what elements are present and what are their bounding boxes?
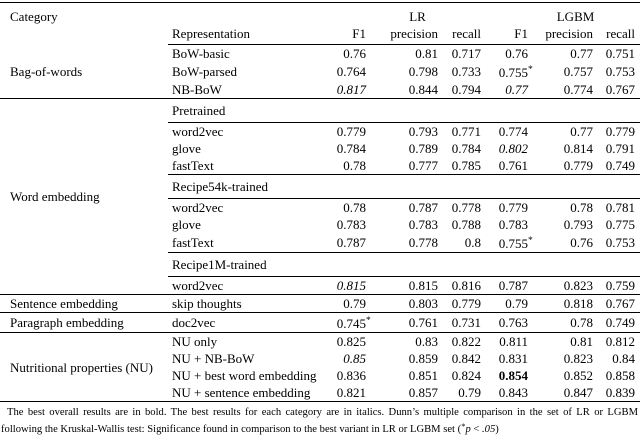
metric-cell: 0.778 xyxy=(408,235,438,250)
metric-cell: 0.76 xyxy=(505,46,528,61)
metric-cell: 0.751 xyxy=(605,46,636,61)
metric-cell: 0.779 xyxy=(563,158,593,173)
metric-cell: 0.816 xyxy=(451,278,481,293)
subsection-header-pretrained: Pretrained xyxy=(168,99,640,123)
representation-cell: NB-BoW xyxy=(172,82,222,97)
metric-cell: 0.763 xyxy=(483,313,530,333)
metric-cell: 0.81 xyxy=(415,46,438,61)
metric-cell: 0.818 xyxy=(530,295,595,313)
table-row xyxy=(0,295,640,313)
metric-cell: 0.831 xyxy=(498,351,528,366)
representation-cell: word2vec xyxy=(172,200,224,215)
table-row xyxy=(0,45,640,63)
metric-cell: 0.851 xyxy=(408,368,438,383)
category-cell-paragraph-embedding: Paragraph embedding xyxy=(0,313,168,333)
metric-cell-best-in-category: 0.802 xyxy=(498,141,528,156)
metric-cell: 0.717 xyxy=(451,46,481,61)
metric-cell: 0.77 xyxy=(570,46,593,61)
metric-cell: 0.815 xyxy=(408,278,438,293)
footnote-p-symbol: p xyxy=(465,423,471,435)
metric-cell: 0.79 xyxy=(458,385,481,400)
category-cell-sentence-embedding: Sentence embedding xyxy=(0,295,168,313)
metric-cell: 0.852 xyxy=(563,368,593,383)
metric-cell: 0.793 xyxy=(408,124,438,139)
metric-cell: 0.76 xyxy=(570,235,593,250)
representation-cell: NU + best word embedding xyxy=(172,368,317,383)
footnote-close-paren: ) xyxy=(495,423,499,435)
metric-cell: 0.78 xyxy=(570,200,593,215)
metric-cell: 0.789 xyxy=(408,141,438,156)
metric-cell: 0.749 xyxy=(605,158,636,173)
metric-cell: 0.78 xyxy=(530,313,595,333)
metric-cell: 0.844 xyxy=(408,82,438,97)
metric-cell: 0.76 xyxy=(343,46,366,61)
metric-cell: 0.842 xyxy=(451,351,481,366)
representation-cell: doc2vec xyxy=(168,313,330,333)
metric-cell: 0.774 xyxy=(563,82,593,97)
metric-cell: 0.78 xyxy=(343,158,366,173)
metric-cell: 0.767 xyxy=(605,82,636,97)
metric-cell: 0.812 xyxy=(595,333,640,351)
category-column-header: Category xyxy=(10,9,58,24)
metric-cell: 0.843 xyxy=(498,385,528,400)
metric-cell: 0.731 xyxy=(440,313,483,333)
metric-cell: 0.783 xyxy=(336,217,366,232)
metric-cell: 0.775 xyxy=(605,217,636,232)
results-table xyxy=(0,2,640,402)
lr-precision-header: precision xyxy=(368,25,440,45)
metric-cell: 0.787 xyxy=(408,200,438,215)
metric-cell: 0.755* xyxy=(498,236,533,251)
metric-cell: 0.839 xyxy=(605,385,636,400)
representation-cell: BoW-basic xyxy=(172,46,230,61)
metric-cell: 0.784 xyxy=(451,141,481,156)
metric-cell: 0.779 xyxy=(440,295,483,313)
lr-recall-header: recall xyxy=(440,25,483,45)
metric-cell: 0.823 xyxy=(563,351,593,366)
metric-cell: 0.784 xyxy=(336,141,366,156)
representation-cell: NU only xyxy=(168,333,330,351)
lr-group-header: LR xyxy=(409,9,426,24)
footnote-text: The best overall results are in bold. The best results for each category are in italics. Dunn’s multiple comparison in the set of LR or LGBM following the Kruskal-Wallis test: Significance found in comparison to the best variant in LR or LGBM set ( xyxy=(1,407,638,435)
metric-cell: 0.771 xyxy=(451,124,481,139)
representation-column-header: Representation xyxy=(168,25,330,45)
metric-cell: 0.753 xyxy=(605,235,636,250)
metric-cell: 0.824 xyxy=(451,368,481,383)
metric-cell-best-in-category: 0.817 xyxy=(336,82,366,97)
metric-cell: 0.777 xyxy=(408,158,438,173)
metric-cell: 0.79 xyxy=(330,295,368,313)
lgbm-group-header: LGBM xyxy=(556,9,595,24)
metric-cell: 0.859 xyxy=(408,351,438,366)
metric-cell: 0.84 xyxy=(612,351,636,366)
metric-cell: 0.821 xyxy=(336,385,366,400)
representation-cell: NU + NB-BoW xyxy=(172,351,255,366)
header-empty-cell xyxy=(168,3,330,26)
category-cell-bag-of-words: Bag-of-words xyxy=(10,63,83,79)
metric-cell: 0.774 xyxy=(498,124,528,139)
footnote-asterisk: * xyxy=(461,420,466,431)
footnote-lt: < xyxy=(470,423,483,435)
header-row-groups xyxy=(0,3,640,26)
metric-cell: 0.779 xyxy=(498,200,528,215)
metric-cell: 0.793 xyxy=(563,217,593,232)
metric-cell: 0.836 xyxy=(336,368,366,383)
metric-cell: 0.791 xyxy=(605,141,636,156)
representation-cell: BoW-parsed xyxy=(172,64,237,79)
metric-cell: 0.759 xyxy=(605,278,636,293)
metric-cell: 0.81 xyxy=(530,333,595,351)
metric-cell: 0.858 xyxy=(605,368,636,383)
metric-cell: 0.8 xyxy=(464,235,481,250)
metric-cell: 0.764 xyxy=(336,64,366,79)
metric-cell-best-in-category: 0.77 xyxy=(505,82,528,97)
metric-cell: 0.823 xyxy=(563,278,593,293)
representation-cell: NU + sentence embedding xyxy=(172,385,311,400)
metric-cell: 0.733 xyxy=(451,64,481,79)
representation-cell: glove xyxy=(172,217,201,232)
metric-cell-best-overall: 0.854 xyxy=(498,368,528,383)
lgbm-precision-header: precision xyxy=(530,25,595,45)
representation-cell: word2vec xyxy=(172,278,224,293)
lgbm-f1-header: F1 xyxy=(483,25,530,45)
metric-cell: 0.811 xyxy=(483,333,530,351)
representation-cell: skip thoughts xyxy=(168,295,330,313)
footnote-alpha: .05 xyxy=(482,423,496,435)
metric-cell: 0.847 xyxy=(563,385,593,400)
metric-value: 0.755 xyxy=(498,236,528,251)
category-cell-word-embedding: Word embedding xyxy=(0,99,168,295)
metric-cell: 0.778 xyxy=(451,200,481,215)
metric-cell-best-in-category: 0.85 xyxy=(343,351,366,366)
subsection-row xyxy=(0,99,640,123)
metric-cell: 0.803 xyxy=(368,295,440,313)
metric-cell: 0.78 xyxy=(343,200,366,215)
metric-cell: 0.787 xyxy=(336,235,366,250)
metric-cell: 0.779 xyxy=(336,124,366,139)
metric-cell: 0.779 xyxy=(605,124,636,139)
metric-cell-best-in-category: 0.815 xyxy=(336,278,366,293)
representation-cell: word2vec xyxy=(172,124,224,139)
metric-cell: 0.83 xyxy=(368,333,440,351)
table-footnote xyxy=(0,406,640,436)
lr-f1-header: F1 xyxy=(330,25,368,45)
metric-cell: 0.783 xyxy=(408,217,438,232)
metric-cell: 0.753 xyxy=(605,64,636,79)
metric-cell: 0.825 xyxy=(330,333,368,351)
metric-cell: 0.761 xyxy=(498,158,528,173)
metric-cell: 0.749 xyxy=(595,313,640,333)
metric-value: 0.755 xyxy=(498,65,528,80)
subsection-header-recipe54k: Recipe54k-trained xyxy=(168,175,640,199)
category-cell-nutritional-properties: Nutritional properties (NU) xyxy=(0,333,168,402)
metric-cell: 0.814 xyxy=(563,141,593,156)
metric-cell: 0.79 xyxy=(483,295,530,313)
table-row xyxy=(0,313,640,333)
representation-cell: glove xyxy=(172,141,201,156)
metric-cell: 0.857 xyxy=(408,385,438,400)
metric-cell: 0.757 xyxy=(563,64,593,79)
metric-cell: 0.745* xyxy=(330,313,368,333)
subsection-header-recipe1m: Recipe1M-trained xyxy=(168,253,640,277)
metric-cell: 0.788 xyxy=(451,217,481,232)
metric-value: 0.745 xyxy=(336,316,366,331)
representation-cell: fastText xyxy=(172,235,214,250)
metric-cell: 0.787 xyxy=(498,278,528,293)
metric-cell: 0.755* xyxy=(498,65,533,80)
metric-cell: 0.77 xyxy=(570,124,593,139)
metric-cell: 0.781 xyxy=(605,200,636,215)
metric-cell: 0.822 xyxy=(440,333,483,351)
metric-cell: 0.767 xyxy=(595,295,640,313)
metric-cell: 0.785 xyxy=(451,158,481,173)
metric-cell: 0.783 xyxy=(498,217,528,232)
table-row xyxy=(0,333,640,351)
representation-cell: fastText xyxy=(172,158,214,173)
metric-cell: 0.798 xyxy=(408,64,438,79)
metric-cell: 0.761 xyxy=(368,313,440,333)
metric-cell: 0.794 xyxy=(451,82,481,97)
lgbm-recall-header: recall xyxy=(595,25,640,45)
